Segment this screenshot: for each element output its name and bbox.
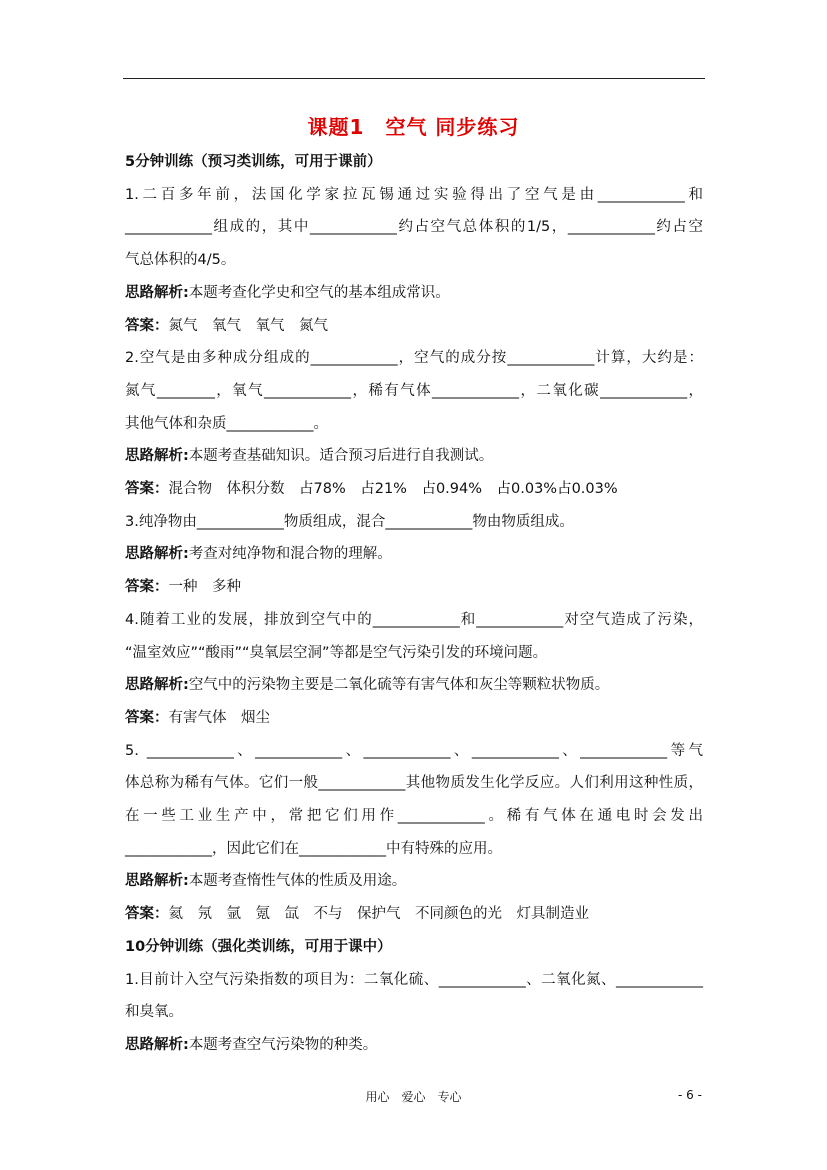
text-line — [125, 150, 382, 171]
answer-line — [125, 706, 270, 727]
line-label: 思路解析: — [125, 677, 189, 694]
text-line — [125, 510, 574, 531]
line-text: 本题考查基础知识。适合预习后进行自我测试。 — [188, 448, 494, 465]
line-text: ____________组成的，其中____________约占空气总体积的1/5，____________约占空 — [125, 219, 703, 236]
line-label: 思路解析: — [125, 284, 189, 301]
line-text: 在一些工业生产中，常把它们用作____________。稀有气体在通电时会发出 — [125, 808, 703, 824]
line-label: 答案： — [125, 709, 169, 726]
line-text: 5分钟训练（预习类训练，可用于课前） — [125, 154, 382, 170]
line-text: ____________，因此它们在____________中有特殊的应用。 — [125, 840, 502, 857]
analysis-line — [125, 673, 609, 694]
line-text: 4.随着工业的发展，排放到空气中的____________和____________对空气造成了污染， — [125, 611, 703, 628]
line-text: 2.空气是由多种成分组成的____________，空气的成分按____________计算，大约是： — [125, 350, 703, 367]
line-text: 本题考查空气污染物的种类。 — [188, 1036, 378, 1053]
text-line — [125, 641, 547, 662]
line-text: 体总称为稀有气体。它们一般____________其他物质发生化学反应。人们利用这种性质， — [125, 775, 703, 792]
answer-line — [125, 902, 589, 923]
line-text: 本题考查化学史和空气的基本组成常识。 — [188, 284, 450, 301]
line-text: 和臭氧。 — [125, 1004, 183, 1021]
line-text: 混合物 体积分数 占78% 占21% 占0.94% 占0.03%占0.03% — [168, 481, 618, 497]
text-line — [125, 183, 703, 204]
line-text: 空气中的污染物主要是二氧化硫等有害气体和灰尘等颗粒状物质。 — [188, 677, 610, 694]
line-text: 10分钟训练（强化类训练，可用于课中） — [125, 938, 392, 955]
line-text: 本题考查惰性气体的性质及用途。 — [188, 873, 407, 890]
analysis-line — [125, 1033, 377, 1054]
text-line — [125, 215, 703, 236]
line-label: 答案： — [125, 481, 169, 497]
analysis-line — [125, 444, 493, 465]
analysis-line — [125, 281, 450, 302]
text-line — [125, 346, 703, 367]
line-text: 有害气体 烟尘 — [168, 709, 270, 726]
line-text: 氮气________，氧气____________，稀有气体____________，二氧化碳____________， — [125, 382, 703, 399]
line-text: 1.二百多年前，法国化学家拉瓦锡通过实验得出了空气是由____________和 — [125, 186, 703, 203]
text-line — [125, 248, 235, 269]
line-label: 思路解析: — [125, 546, 189, 563]
page-number: - 6 - — [678, 1088, 702, 1102]
text-line — [125, 968, 703, 989]
footer-slogan: 用心 爱心 专心 — [365, 1090, 462, 1104]
line-text: 其他气体和杂质____________。 — [125, 415, 328, 432]
line-text: 1.目前计入空气污染指数的项目为：二氧化硫、____________、二氧化氮、____________ — [125, 971, 703, 988]
analysis-line — [125, 869, 406, 890]
line-text: “温室效应”“酸雨”“臭氧层空洞”等都是空气污染引发的环境问题。 — [125, 644, 548, 661]
text-line — [125, 935, 392, 956]
line-text: 一种 多种 — [168, 579, 241, 596]
answer-line — [125, 575, 241, 596]
line-label: 答案： — [125, 906, 169, 923]
line-text: 考查对纯净物和混合物的理解。 — [188, 546, 392, 563]
text-line — [125, 739, 703, 760]
line-label: 思路解析: — [125, 873, 189, 890]
text-line — [125, 837, 502, 858]
line-label: 思路解析: — [125, 1036, 189, 1053]
text-line — [125, 412, 328, 433]
text-line — [125, 379, 703, 400]
analysis-line — [125, 542, 392, 563]
page-title: 课题1 空气 同步练习 — [307, 115, 520, 139]
text-line — [125, 804, 703, 825]
answer-line — [125, 314, 328, 335]
text-line — [125, 608, 703, 629]
line-text: 氦 氖 氩 氪 氙 不与 保护气 不同颜色的光 灯具制造业 — [168, 906, 589, 923]
answer-line — [125, 477, 618, 498]
line-label: 答案： — [125, 317, 169, 334]
line-text: 气总体积的4/5。 — [125, 252, 236, 269]
text-line — [125, 771, 703, 792]
text-line — [125, 1000, 183, 1021]
header-rule — [123, 78, 705, 79]
line-text: 3.纯净物由____________物质组成，混合____________物由物质组成。 — [125, 513, 574, 530]
line-text: 5. ____________、____________、____________、____________、____________等气 — [125, 742, 703, 759]
line-label: 思路解析: — [125, 448, 189, 465]
line-label: 答案： — [125, 579, 169, 596]
line-text: 氮气 氧气 氧气 氮气 — [168, 317, 328, 334]
